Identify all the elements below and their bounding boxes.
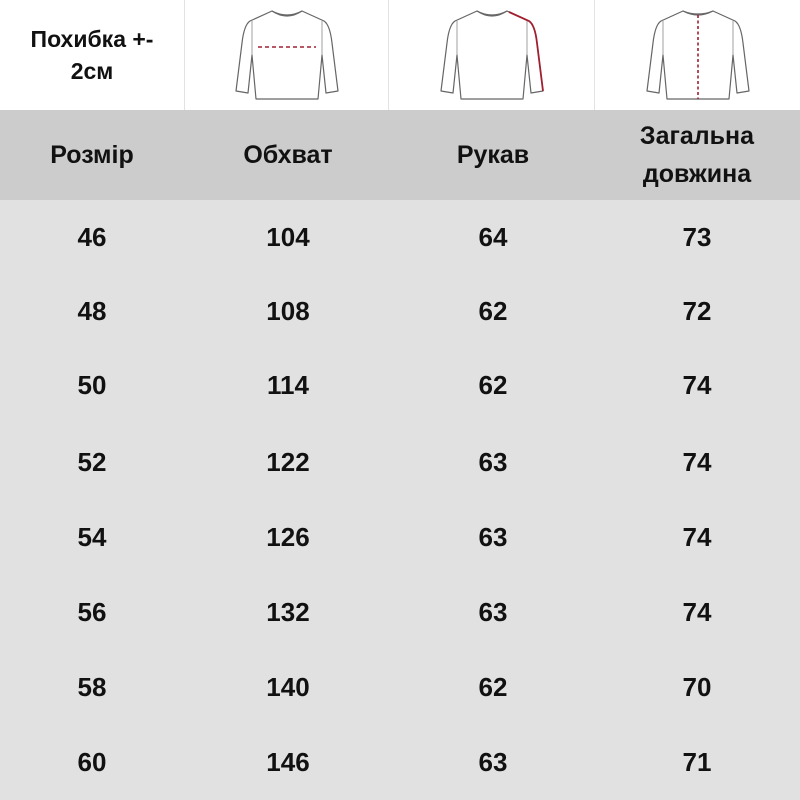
cell-size: 50 — [77, 369, 107, 400]
cell-size: 60 — [77, 746, 107, 777]
cell-size: 48 — [77, 295, 107, 326]
cell-chest: 146 — [266, 746, 310, 777]
table-row — [0, 442, 800, 482]
cell-size: 46 — [77, 221, 107, 252]
sleeve-diagram-cell — [389, 0, 595, 110]
cell-length: 74 — [682, 369, 712, 400]
table-row — [0, 217, 800, 257]
cell-chest: 122 — [266, 446, 310, 477]
shirt-length-measure-icon — [643, 3, 753, 107]
tolerance-cell — [0, 0, 185, 110]
cell-chest: 140 — [266, 671, 310, 702]
cell-sleeve: 63 — [478, 596, 508, 627]
table-row — [0, 742, 800, 782]
cell-length: 72 — [682, 295, 712, 326]
cell-size: 54 — [77, 521, 107, 552]
cell-chest: 132 — [266, 596, 310, 627]
cell-length: 74 — [682, 521, 712, 552]
cell-chest: 104 — [266, 221, 310, 252]
shirt-chest-measure-icon — [232, 3, 342, 107]
table-header — [0, 110, 800, 200]
cell-size: 58 — [77, 671, 107, 702]
cell-chest: 126 — [266, 521, 310, 552]
cell-length: 70 — [682, 671, 712, 702]
cell-sleeve: 64 — [478, 221, 508, 252]
table-body — [0, 200, 800, 800]
table-row — [0, 365, 800, 405]
cell-sleeve: 62 — [478, 671, 508, 702]
cell-sleeve: 63 — [478, 521, 508, 552]
cell-chest: 108 — [266, 295, 310, 326]
cell-length: 71 — [682, 746, 712, 777]
length-diagram-cell — [595, 0, 800, 110]
cell-length: 74 — [682, 596, 712, 627]
tolerance-note: Похибка +- 2см — [30, 26, 154, 84]
table-row — [0, 517, 800, 557]
header-sleeve: Рукав — [456, 141, 530, 169]
cell-sleeve: 62 — [478, 369, 508, 400]
table-row — [0, 291, 800, 331]
header-total-length: Загальна довжина — [639, 122, 755, 188]
table-row — [0, 667, 800, 707]
cell-size: 52 — [77, 446, 107, 477]
header-chest: Обхват — [243, 141, 333, 169]
cell-sleeve: 62 — [478, 295, 508, 326]
chest-diagram-cell — [185, 0, 389, 110]
cell-length: 74 — [682, 446, 712, 477]
cell-chest: 114 — [267, 369, 309, 400]
measurement-guide-row — [0, 0, 800, 110]
shirt-sleeve-measure-icon — [437, 3, 547, 107]
cell-sleeve: 63 — [478, 746, 508, 777]
cell-length: 73 — [682, 221, 712, 252]
table-row — [0, 592, 800, 632]
cell-size: 56 — [77, 596, 107, 627]
header-size: Розмір — [50, 141, 134, 169]
cell-sleeve: 63 — [478, 446, 508, 477]
